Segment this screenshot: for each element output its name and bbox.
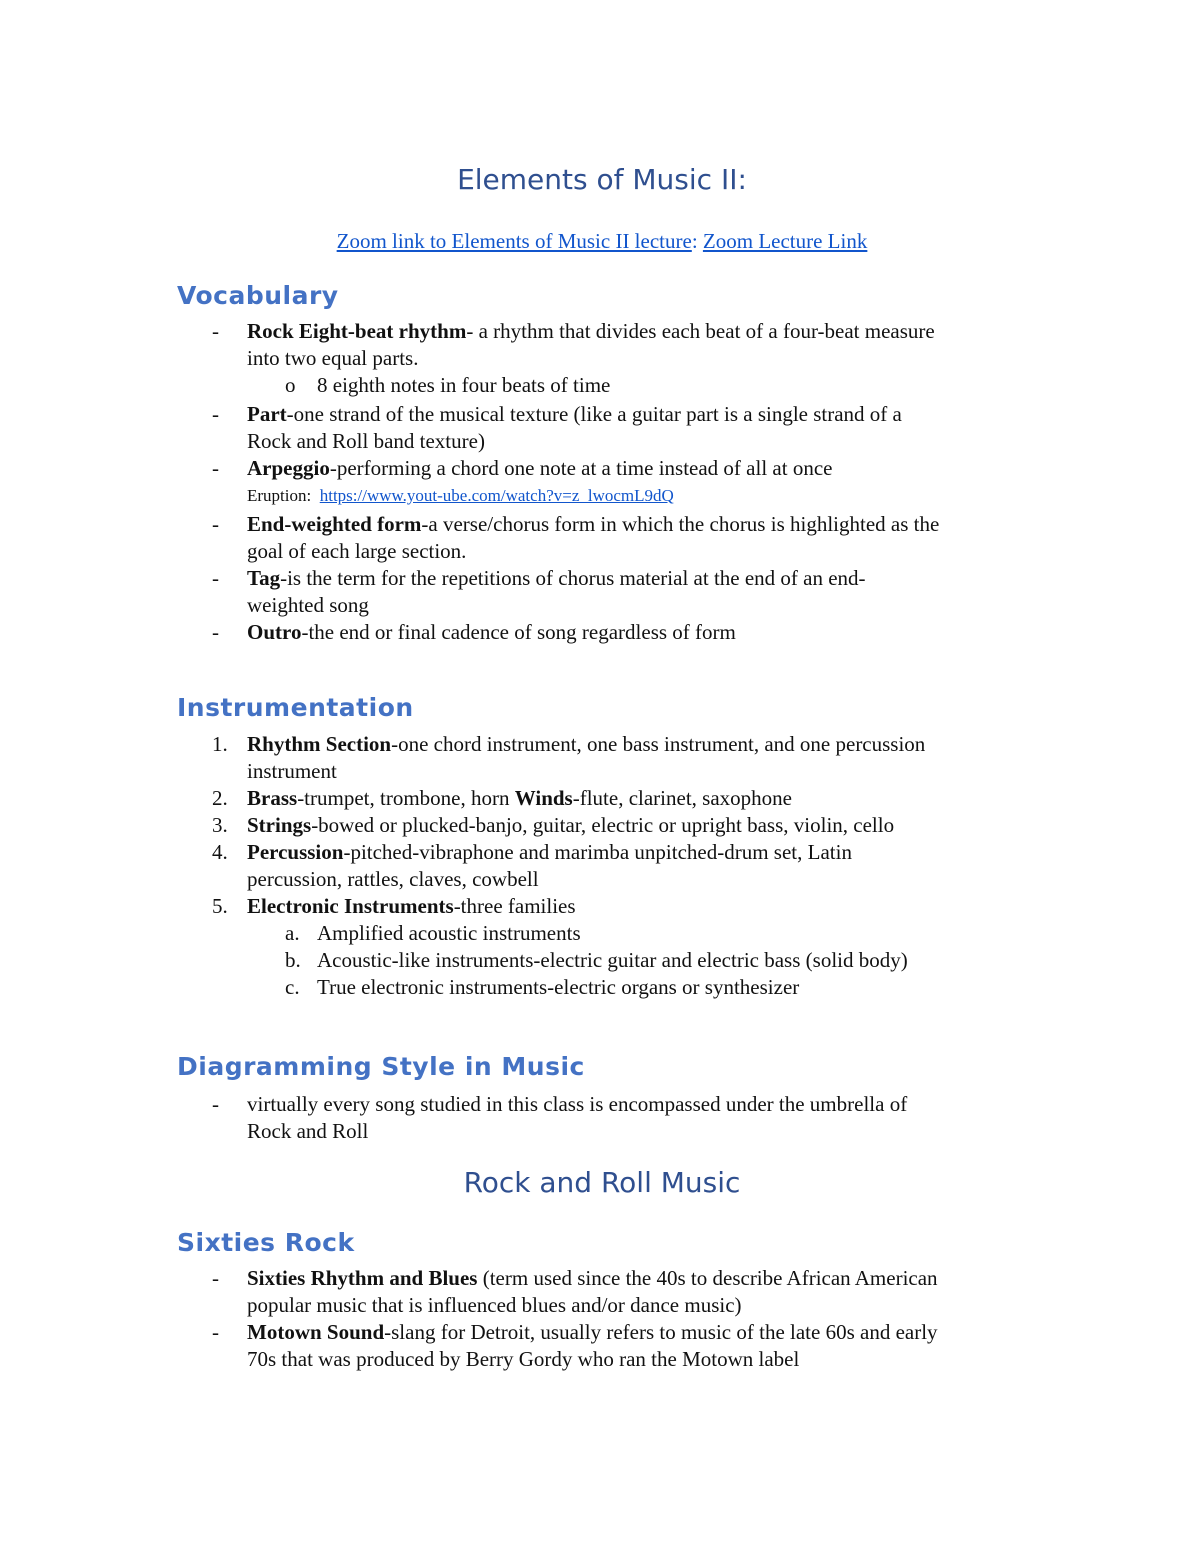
instrumentation-heading: Instrumentation	[177, 693, 414, 722]
list-item: 3. Strings-bowed or plucked-banjo, guitar, electric or upright bass, violin, cello	[212, 813, 895, 837]
list-item: - Arpeggio-performing a chord one note at a time instead of all at once	[212, 456, 833, 480]
list-item-continuation: goal of each large section.	[247, 539, 467, 563]
list-item: - Tag-is the term for the repetitions of chorus material at the end of an end-	[212, 566, 866, 590]
instrumentation-list	[177, 731, 1027, 1001]
list-item-continuation: into two equal parts.	[247, 346, 419, 370]
diagramming-list	[177, 1091, 1027, 1145]
sub-list-item: c. True electronic instruments-electric organs or synthesizer	[285, 975, 800, 999]
list-item: - Part-one strand of the musical texture (like a guitar part is a single strand of a	[212, 402, 902, 426]
vocabulary-heading: Vocabulary	[177, 281, 339, 310]
document-title: Elements of Music II:	[457, 163, 747, 196]
zoom-separator: :	[691, 229, 703, 253]
list-item-continuation: weighted song	[247, 593, 369, 617]
diagramming-heading: Diagramming Style in Music	[177, 1052, 585, 1081]
list-item: 1. Rhythm Section-one chord instrument, one bass instrument, and one percussion	[212, 732, 926, 756]
list-item-continuation: popular music that is influenced blues and/or dance music)	[247, 1293, 742, 1317]
sixties-rock-heading: Sixties Rock	[177, 1228, 355, 1257]
zoom-lecture-text-link[interactable]: Zoom link to Elements of Music II lecture	[336, 229, 692, 253]
list-item: - Sixties Rhythm and Blues (term used since the 40s to describe African American	[212, 1266, 938, 1290]
list-item: - Outro-the end or final cadence of song regardless of form	[212, 620, 736, 644]
zoom-lecture-link[interactable]: Zoom Lecture Link	[702, 229, 868, 253]
list-item: - virtually every song studied in this class is encompassed under the umbrella of	[212, 1092, 908, 1116]
eruption-video-link[interactable]: https://www.yout-ube.com/watch?v=z_lwocmL9dQ	[319, 486, 674, 505]
list-item: - Motown Sound-slang for Detroit, usually refers to music of the late 60s and early	[212, 1320, 938, 1344]
list-item: 4. Percussion-pitched-vibraphone and marimba unpitched-drum set, Latin	[212, 840, 852, 864]
list-item-continuation: instrument	[247, 759, 337, 783]
sixties-rock-list	[177, 1265, 1027, 1373]
rock-and-roll-title: Rock and Roll Music	[463, 1166, 741, 1199]
list-item-continuation: 70s that was produced by Berry Gordy who ran the Motown label	[247, 1347, 800, 1371]
sub-list-item: b. Acoustic-like instruments-electric guitar and electric bass (solid body)	[285, 948, 908, 972]
list-item: 5. Electronic Instruments-three families	[212, 894, 576, 918]
sub-list-item: o 8 eighth notes in four beats of time	[285, 373, 611, 397]
list-item-continuation: Rock and Roll band texture)	[247, 429, 485, 453]
eruption-note: Eruption: https://www.yout-ube.com/watch?v=z_lwocmL9dQ	[247, 486, 674, 505]
list-item: - End-weighted form-a verse/chorus form in which the chorus is highlighted as the	[212, 512, 940, 536]
list-item-continuation: percussion, rattles, claves, cowbell	[247, 867, 539, 891]
list-item: 2. Brass-trumpet, trombone, horn Winds-flute, clarinet, saxophone	[212, 786, 792, 810]
zoom-line	[177, 229, 1027, 254]
sub-list-item: a. Amplified acoustic instruments	[285, 921, 581, 945]
vocabulary-list	[177, 318, 1027, 646]
list-item-continuation: Rock and Roll	[247, 1119, 369, 1143]
list-item: - Rock Eight-beat rhythm- a rhythm that divides each beat of a four-beat measure	[212, 319, 935, 343]
